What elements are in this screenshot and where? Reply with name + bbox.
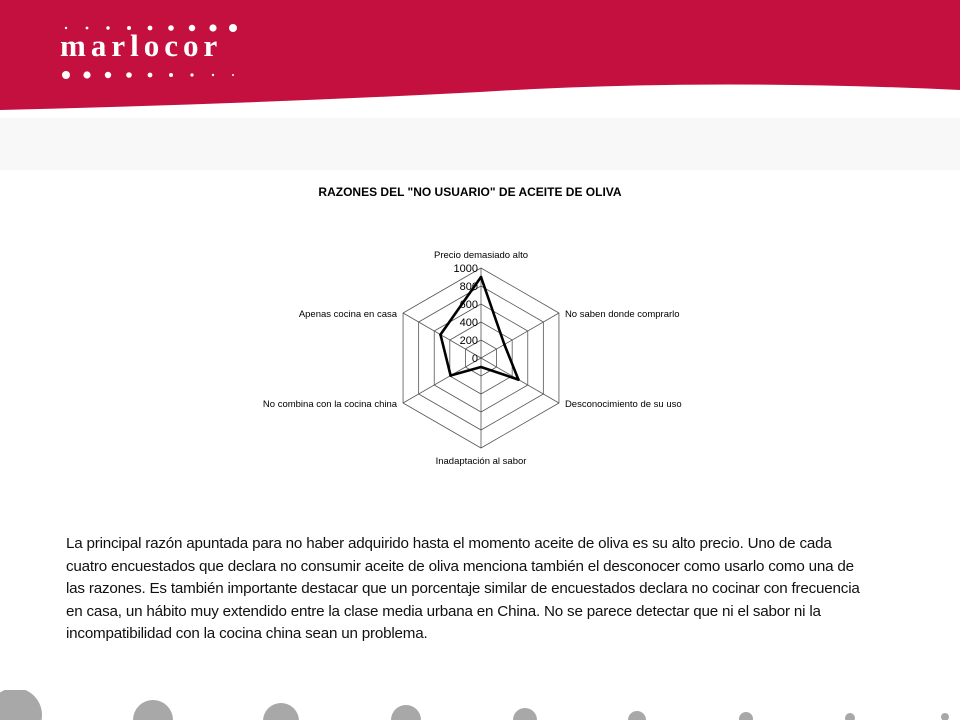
axis-spoke [481,358,559,403]
footer-dot [941,713,949,720]
tick-label: 400 [459,317,478,329]
category-label: Apenas cocina en casa [298,309,398,320]
data-point [439,333,442,336]
category-label: No saben donde comprarlo [564,309,680,320]
data-point [480,276,483,279]
chart-title: RAZONES DEL "NO USUARIO" DE ACEITE DE OLIVA [318,185,622,199]
light-band [0,118,960,170]
footer-dot [845,713,855,720]
footer-dot [391,705,421,720]
tick-label: 200 [459,335,478,347]
data-point [480,366,483,369]
tick-label: 800 [459,281,478,293]
body-paragraph: La principal razón apuntada para no haber adquirido hasta el momento aceite de oliva es su alto precio. Uno de cada cuatro encuestados que declara no consumir aceite de oliva menciona también el desconocer como usarlo como una de las razones. Es también importante destacar que un porcentaje similar de encuestados declara no cocinar con frecuencia en casa, un hábito muy extendido entre la clase media urbana en China. No se parece detectar que ni el sabor ni la incompatibilidad con la cocina china sean un problema. [66,535,860,642]
category-label: No combina con la cocina china [262,399,398,410]
header-shape [0,0,960,130]
axis-spoke [481,313,559,358]
header-band [0,0,960,130]
radar-chart [230,178,710,488]
tick-label: 600 [459,299,478,311]
tick-label: 1000 [453,263,478,275]
axis-spoke [403,358,481,403]
category-label: Inadaptación al sabor [435,456,527,467]
data-point [449,374,452,377]
data-point [517,378,520,381]
footer-dot [628,711,646,720]
footer-dot [0,690,42,720]
category-label: Precio demasiado alto [434,250,528,261]
data-series-line [440,277,518,380]
logo: marlocor [60,28,223,63]
footer-dot [513,708,537,720]
footer-dot [739,712,753,720]
footer-dot [263,703,299,720]
category-label: Desconocimiento de su uso [564,399,682,410]
data-point [503,343,506,346]
footer-dots [0,690,960,720]
footer-dot [133,700,173,720]
tick-label: 0 [471,353,478,365]
